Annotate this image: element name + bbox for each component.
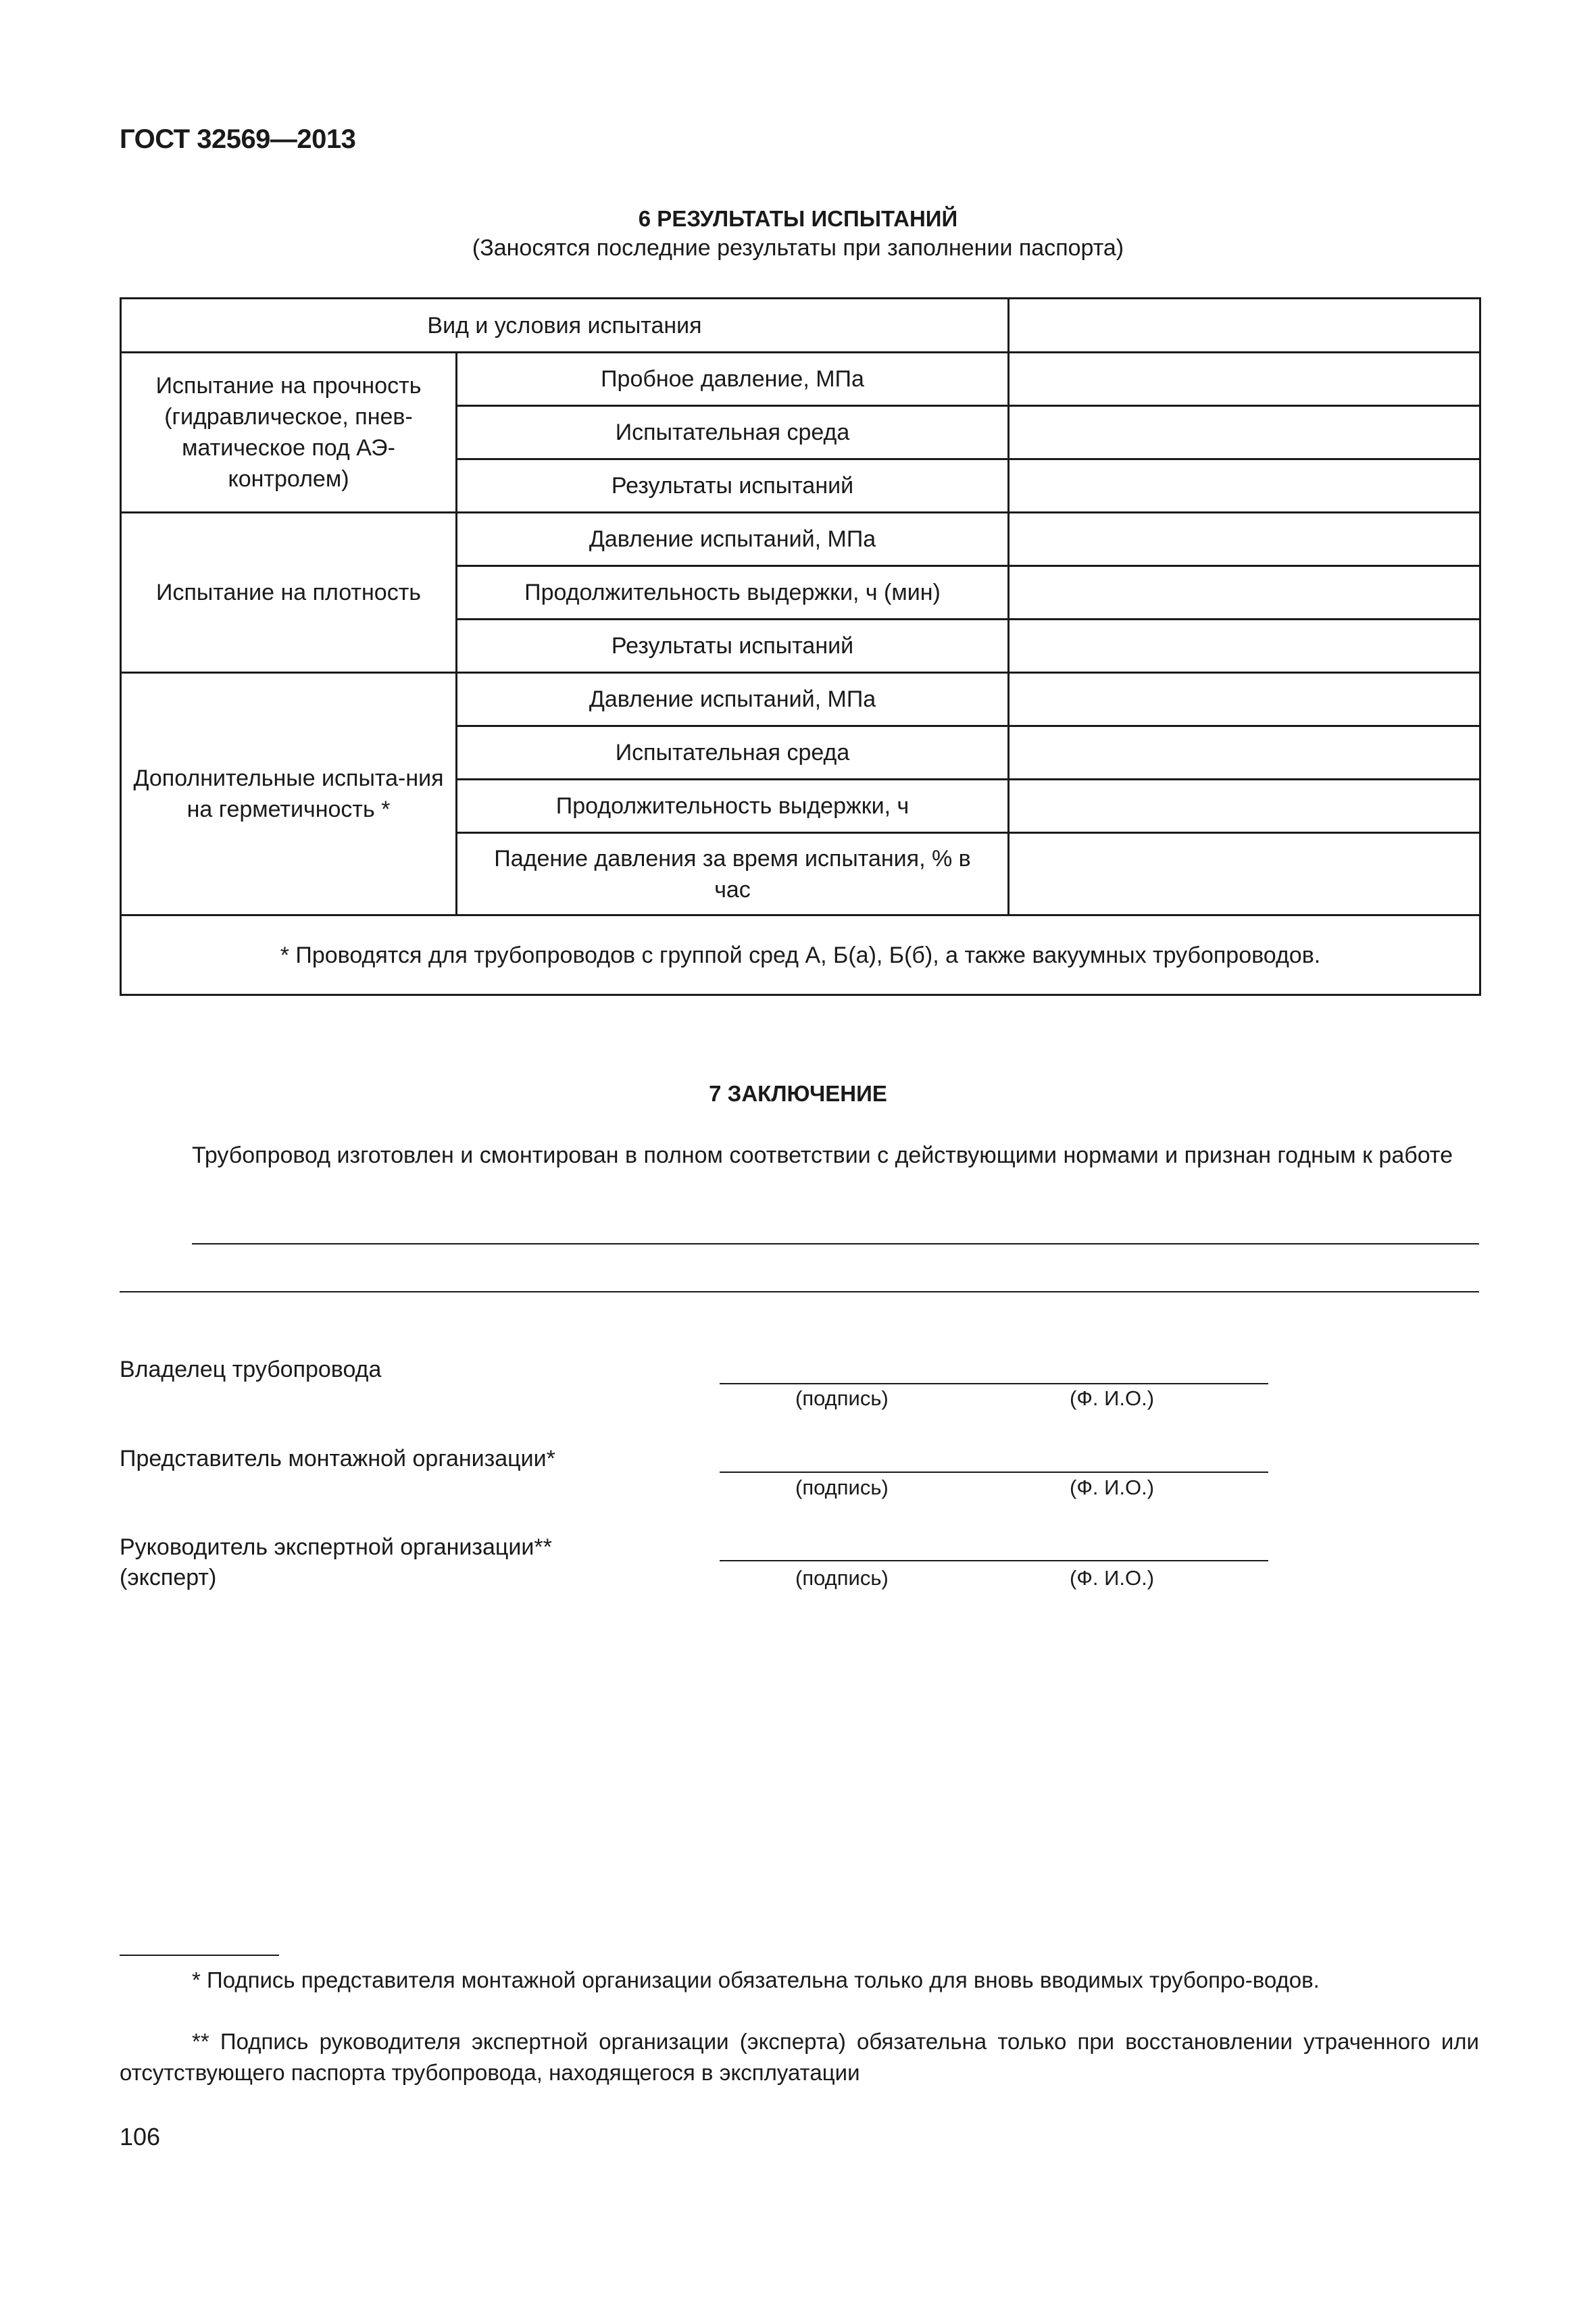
table-header-row (121, 299, 1480, 353)
signature-caption: (подпись) (795, 1566, 889, 1590)
value-cell (1009, 620, 1480, 673)
signature-line (720, 1560, 1268, 1561)
row-label: Продолжительность выдержки, ч (мин) (457, 566, 1009, 620)
section7-title: 7 ЗАКЛЮЧЕНИЕ (709, 1081, 887, 1106)
section6-title: 6 РЕЗУЛЬТАТЫ ИСПЫТАНИЙ (638, 206, 958, 231)
signatory-label: Руководитель экспертной организации** (эксперт) (120, 1534, 552, 1590)
group-density-test: Испытание на плотность (121, 513, 457, 673)
signature-line (720, 1383, 1268, 1384)
table-row (121, 353, 1480, 406)
signature-line (720, 1472, 1268, 1473)
value-cell (1009, 726, 1480, 780)
name-caption: (Ф. И.О.) (1070, 1386, 1155, 1410)
value-cell (1009, 299, 1480, 353)
row-label: Результаты испытаний (457, 459, 1009, 513)
signatory-label: Владелец трубопровода (120, 1357, 382, 1382)
table-row (121, 513, 1480, 566)
row-label: Давление испытаний, МПа (457, 673, 1009, 726)
table-row (121, 673, 1480, 726)
page-number: 106 (120, 2123, 161, 2150)
conclusion-fill-line (120, 1291, 1479, 1292)
table-note-row (121, 915, 1480, 995)
signature-caption: (подпись) (795, 1476, 889, 1499)
row-label: Падение давления за время испытания, % в час (457, 833, 1009, 915)
row-label: Испытательная среда (457, 726, 1009, 780)
value-cell (1009, 353, 1480, 406)
document-code: ГОСТ 32569—2013 (120, 124, 356, 154)
value-cell (1009, 459, 1480, 513)
signature-caption: (подпись) (795, 1386, 889, 1410)
footnote-separator (120, 1955, 279, 1956)
table-footnote: * Проводятся для трубопроводов с группой сред А, Б(а), Б(б), а также вакуумных трубопроводов. (121, 915, 1480, 995)
name-caption: (Ф. И.О.) (1070, 1566, 1155, 1590)
conclusion-text: Трубопровод изготовлен и смонтирован в полном соответствии с действующими нормами и признан годным к работе (192, 1142, 1453, 1168)
value-cell (1009, 566, 1480, 620)
row-label: Продолжительность выдержки, ч (457, 780, 1009, 833)
test-results-table (120, 297, 1481, 996)
row-label: Испытательная среда (457, 406, 1009, 459)
table-header-cell: Вид и условия испытания (121, 299, 1009, 353)
group-strength-test: Испытание на прочность (гидравлическое, пнев-матическое под АЭ-контролем) (121, 353, 457, 513)
row-label: Результаты испытаний (457, 620, 1009, 673)
section6-subtitle: (Заносятся последние результаты при заполнении паспорта) (472, 235, 1124, 261)
group-leak-test: Дополнительные испыта-ния на герметичность * (121, 673, 457, 915)
footnote: ** Подпись руководителя экспертной организации (эксперта) обязательна только при восстановлении утраченного или отсутствующего паспорта трубопровода, находящегося в эксплуатации (120, 2029, 1479, 2085)
conclusion-fill-line (192, 1243, 1479, 1244)
value-cell (1009, 513, 1480, 566)
row-label: Пробное давление, МПа (457, 353, 1009, 406)
value-cell (1009, 673, 1480, 726)
signatory-label: Представитель монтажной организации* (120, 1446, 555, 1472)
value-cell (1009, 780, 1480, 833)
value-cell (1009, 833, 1480, 915)
row-label: Давление испытаний, МПа (457, 513, 1009, 566)
value-cell (1009, 406, 1480, 459)
name-caption: (Ф. И.О.) (1070, 1476, 1155, 1499)
footnote: * Подпись представителя монтажной организации обязательна только для вновь вводимых трубопро-водов. (192, 1967, 1320, 1992)
